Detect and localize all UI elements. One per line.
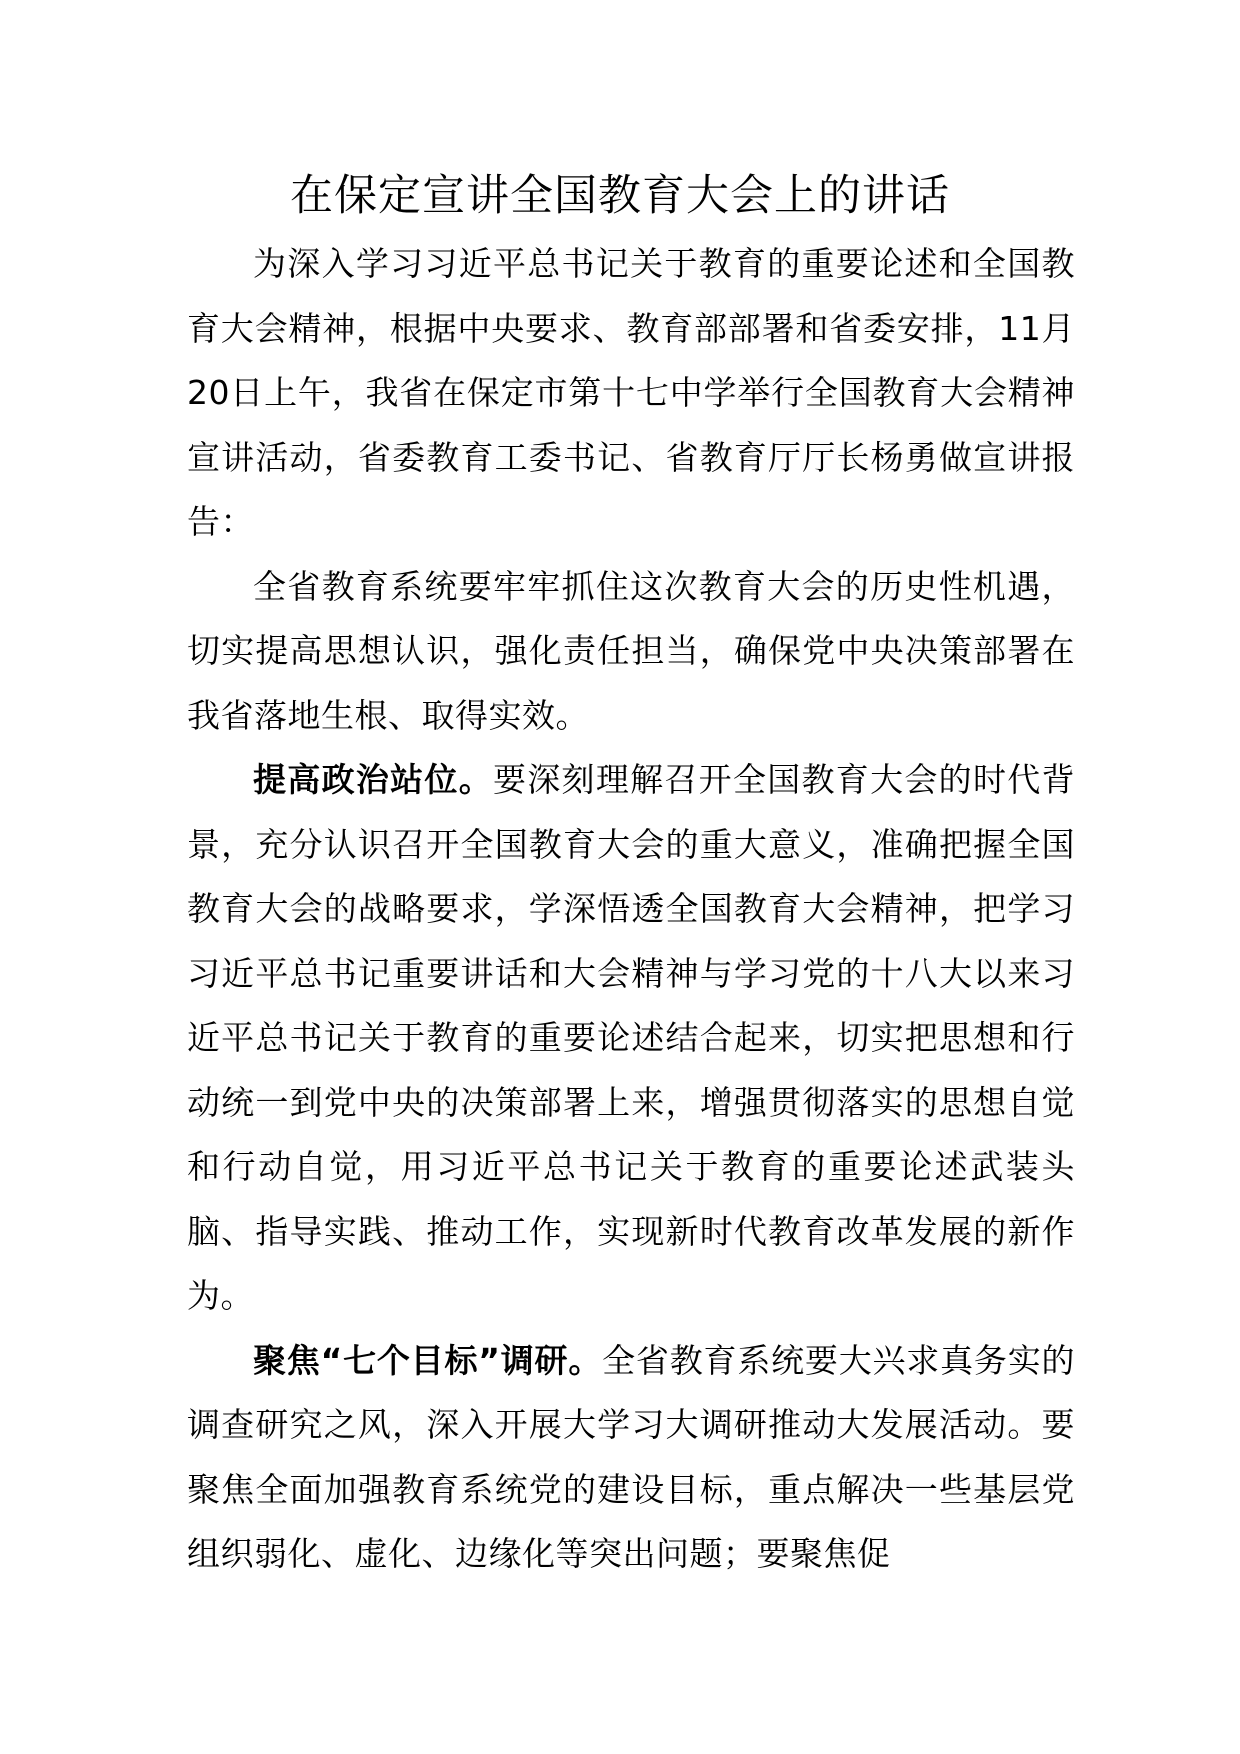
paragraph-text: 全省教育系统要牢牢抓住这次教育大会的历史性机遇，切实提高思想认识，强化责任担当，确保党中央决策部署在我省落地生根、取得实效。 xyxy=(187,566,1075,735)
paragraph-political-position xyxy=(187,748,1075,1329)
paragraph-text: 全省教育系统要大兴求真务实的调查研究之风，深入开展大学习大调研推动大发展活动。要聚焦全面加强教育系统党的建设目标，重点解决一些基层党组织弱化、虚化、边缘化等突出问题；要聚焦促 xyxy=(187,1340,1075,1573)
paragraph-text: 为深入学习习近平总书记关于教育的重要论述和全国教育大会精神，根据中央要求、教育部部署和省委安排，11月20日上午，我省在保定市第十七中学举行全国教育大会精神宣讲活动，省委教育工委书记、省教育厅厅长杨勇做宣讲报告： xyxy=(187,244,1075,541)
document-body xyxy=(187,232,1075,1587)
paragraph-seven-goals xyxy=(187,1329,1075,1587)
paragraph-lead: 聚焦“七个目标”调研。 xyxy=(253,1340,603,1380)
document-title: 在保定宣讲全国教育大会上的讲话 xyxy=(290,171,950,221)
paragraph-text: 要深刻理解召开全国教育大会的时代背景，充分认识召开全国教育大会的重大意义，准确把握全国教育大会的战略要求，学深悟透全国教育大会精神，把学习习近平总书记重要讲话和大会精神与学习党的十八大以来习近平总书记关于教育的重要论述结合起来，切实把思想和行动统一到党中央的决策部署上来，增强贯彻落实的思想自觉和行动自觉，用习近平总书记关于教育的重要论述武装头脑、指导实践、推动工作，实现新时代教育改革发展的新作为。 xyxy=(187,760,1076,1315)
paragraph-lead: 提高政治站位。 xyxy=(253,760,493,799)
paragraph-intro xyxy=(187,232,1075,555)
paragraph-summary xyxy=(187,555,1075,749)
